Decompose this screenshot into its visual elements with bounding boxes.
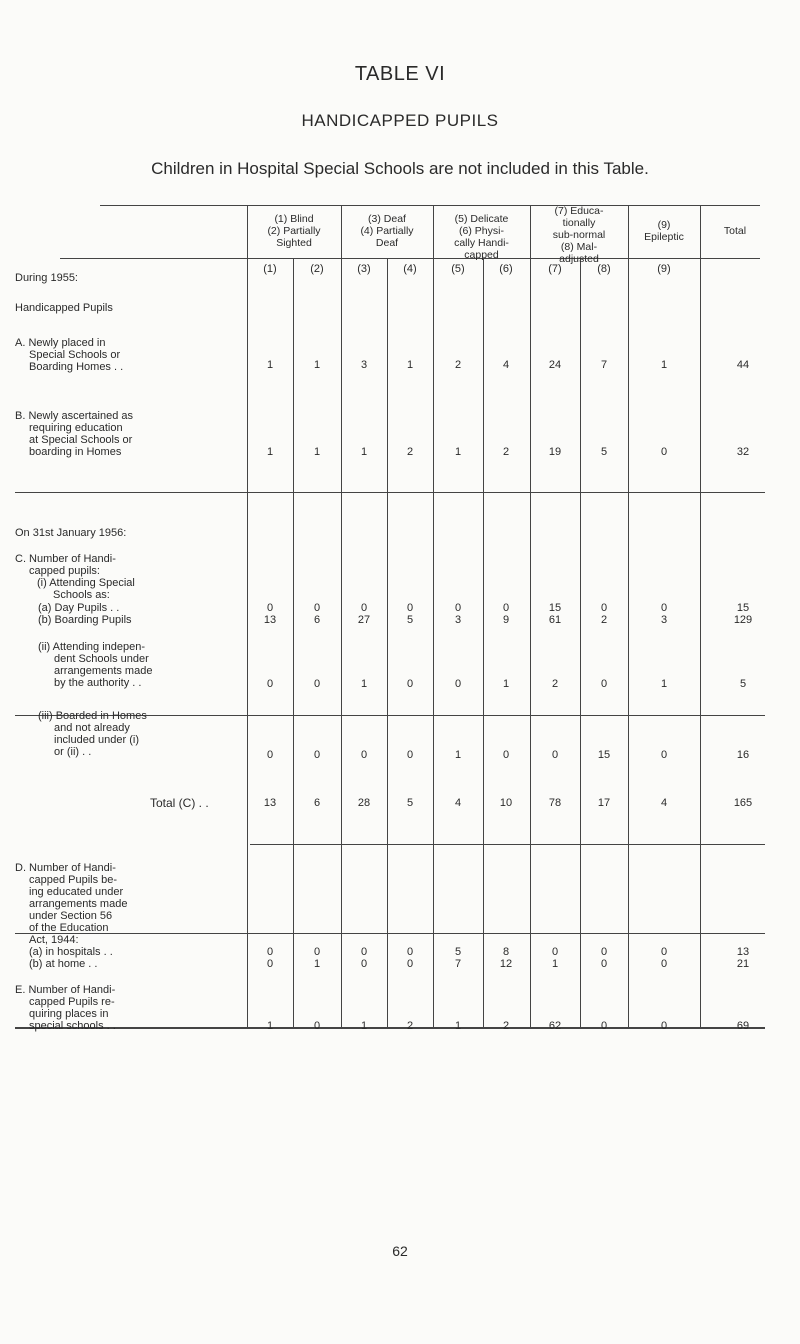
table-cell: 0 <box>406 602 414 614</box>
page-number: 62 <box>392 1243 408 1259</box>
table-cell: 0 <box>660 946 668 958</box>
table-cell: 15 <box>736 602 750 614</box>
table-cell: 0 <box>502 749 510 761</box>
table-cell: 8 <box>502 946 510 958</box>
table-cell: 13 <box>263 797 277 809</box>
col-num: (9) <box>657 263 671 275</box>
label-during: During 1955: <box>15 272 78 284</box>
table-cell: 1 <box>266 446 274 458</box>
table-cell: 2 <box>551 678 559 690</box>
table-cell: 61 <box>548 614 562 626</box>
table-cell: 165 <box>733 797 753 809</box>
label-row-b: B. Newly ascertained as requiring education at Special Schools or boarding in Homes <box>15 410 133 458</box>
label-row-e: E. Number of Handi- capped Pupils re- quiring places in special schools . . <box>15 984 116 1032</box>
col-num: (7) <box>548 263 562 275</box>
table-cell: 1 <box>313 446 321 458</box>
label-total-c: Total (C) . . <box>150 796 209 810</box>
table-cell: 0 <box>266 946 274 958</box>
table-cell: 24 <box>548 359 562 371</box>
table-cell: 0 <box>551 946 559 958</box>
header-blind: (1) Blind (2) Partially Sighted <box>267 213 321 249</box>
table-cell: 0 <box>313 946 321 958</box>
header-epileptic: (9) Epileptic <box>644 219 684 243</box>
table-cell: 27 <box>357 614 371 626</box>
table-cell: 0 <box>600 958 608 970</box>
table-cell: 17 <box>597 797 611 809</box>
table-cell: 0 <box>266 678 274 690</box>
table-cell: 2 <box>502 446 510 458</box>
label-on-31st: On 31st January 1956: <box>15 527 127 539</box>
table-cell: 1 <box>313 359 321 371</box>
table-note: Children in Hospital Special Schools are not included in this Table. <box>151 159 649 178</box>
table-cell: 0 <box>266 958 274 970</box>
table-cell: 3 <box>454 614 462 626</box>
table-cell: 3 <box>660 614 668 626</box>
header-total: Total <box>723 225 747 237</box>
table-cell: 1 <box>660 359 668 371</box>
table-cell: 0 <box>360 958 368 970</box>
table-cell: 4 <box>660 797 668 809</box>
col-num: (1) <box>263 263 277 275</box>
label-row-c-ii: (ii) Attending indepen- dent Schools under arrangements made by the authority . . <box>38 641 153 689</box>
table-cell: 1 <box>266 1020 274 1032</box>
table-cell: 12 <box>499 958 513 970</box>
rule-section <box>15 933 765 934</box>
table-cell: 0 <box>406 749 414 761</box>
table-cell: 0 <box>600 1020 608 1032</box>
col-divider <box>700 205 701 1027</box>
label-row-c-b: (b) Boarding Pupils <box>38 614 132 626</box>
table-cell: 2 <box>454 359 462 371</box>
table-cell: 0 <box>502 602 510 614</box>
table-cell: 1 <box>313 958 321 970</box>
table-cell: 0 <box>360 602 368 614</box>
table-cell: 0 <box>600 946 608 958</box>
table-cell: 15 <box>548 602 562 614</box>
table-cell: 32 <box>736 446 750 458</box>
col-divider <box>293 258 294 1027</box>
col-num: (4) <box>403 263 417 275</box>
table-cell: 1 <box>502 678 510 690</box>
col-divider <box>530 205 531 1027</box>
table-cell: 0 <box>600 602 608 614</box>
table-cell: 5 <box>406 614 414 626</box>
table-cell: 1 <box>551 958 559 970</box>
header-deaf: (3) Deaf (4) Partially Deaf <box>360 213 414 249</box>
label-row-a: A. Newly placed in Special Schools or Boarding Homes . . <box>15 337 124 373</box>
table-cell: 0 <box>313 749 321 761</box>
col-divider <box>580 258 581 1027</box>
col-divider <box>341 205 342 1027</box>
table-cell: 9 <box>502 614 510 626</box>
table-cell: 10 <box>499 797 513 809</box>
rule-top <box>100 205 760 206</box>
table-cell: 1 <box>360 678 368 690</box>
table-cell: 0 <box>313 602 321 614</box>
table-cell: 0 <box>360 946 368 958</box>
table-cell: 0 <box>313 678 321 690</box>
table-cell: 62 <box>548 1020 562 1032</box>
col-num: (8) <box>597 263 611 275</box>
table-cell: 0 <box>600 678 608 690</box>
rule-header <box>60 258 760 259</box>
table-cell: 1 <box>360 1020 368 1032</box>
table-cell: 6 <box>313 614 321 626</box>
table-cell: 3 <box>360 359 368 371</box>
table-cell: 0 <box>660 958 668 970</box>
table-cell: 0 <box>406 946 414 958</box>
table-cell: 6 <box>313 797 321 809</box>
table-cell: 0 <box>360 749 368 761</box>
rule-total-above <box>250 844 765 845</box>
table-cell: 0 <box>660 749 668 761</box>
table-cell: 1 <box>660 678 668 690</box>
table-cell: 0 <box>266 749 274 761</box>
table-cell: 0 <box>454 602 462 614</box>
table-cell: 0 <box>660 1020 668 1032</box>
col-divider <box>628 205 629 1027</box>
col-num: (5) <box>451 263 465 275</box>
table-cell: 5 <box>600 446 608 458</box>
table-cell: 129 <box>733 614 753 626</box>
header-educationally-subnormal: (7) Educa- tionally sub-normal (8) Mal- adjusted <box>552 205 606 265</box>
table-cell: 21 <box>736 958 750 970</box>
table-cell: 7 <box>454 958 462 970</box>
col-num: (6) <box>499 263 513 275</box>
table-cell: 0 <box>313 1020 321 1032</box>
rule-section <box>15 492 765 493</box>
table-cell: 1 <box>454 749 462 761</box>
table-cell: 0 <box>266 602 274 614</box>
table-cell: 0 <box>551 749 559 761</box>
table-cell: 5 <box>406 797 414 809</box>
label-row-d: D. Number of Handi- capped Pupils be- ing educated under arrangements made under Section 56 of the Education Act, 1944: <box>15 862 128 946</box>
table-cell: 0 <box>454 678 462 690</box>
table-cell: 1 <box>360 446 368 458</box>
table-cell: 78 <box>548 797 562 809</box>
table-cell: 0 <box>406 958 414 970</box>
table-cell: 13 <box>736 946 750 958</box>
table-cell: 4 <box>454 797 462 809</box>
table-cell: 7 <box>600 359 608 371</box>
table-cell: 4 <box>502 359 510 371</box>
table-cell: 2 <box>406 446 414 458</box>
table-cell: 1 <box>454 446 462 458</box>
table-cell: 0 <box>660 602 668 614</box>
col-num: (2) <box>310 263 324 275</box>
col-divider <box>483 258 484 1027</box>
header-delicate: (5) Delicate (6) Physi- cally Handi- capped <box>454 213 509 261</box>
table-cell: 2 <box>502 1020 510 1032</box>
table-cell: 5 <box>454 946 462 958</box>
col-divider <box>433 205 434 1027</box>
label-row-d-b: (b) at home . . <box>29 958 98 970</box>
table-cell: 13 <box>263 614 277 626</box>
table-cell: 19 <box>548 446 562 458</box>
label-handicapped: Handicapped Pupils <box>15 302 113 314</box>
label-row-c-a: (a) Day Pupils . . <box>38 602 120 614</box>
table-cell: 5 <box>739 678 747 690</box>
table-cell: 1 <box>454 1020 462 1032</box>
col-num: (3) <box>357 263 371 275</box>
table-cell: 28 <box>357 797 371 809</box>
table-cell: 1 <box>266 359 274 371</box>
table-subtitle: HANDICAPPED PUPILS <box>301 111 499 130</box>
table-cell: 44 <box>736 359 750 371</box>
label-row-c: C. Number of Handi- capped pupils: (i) Attending Special Schools as: <box>15 553 135 601</box>
table-cell: 16 <box>736 749 750 761</box>
table-cell: 0 <box>660 446 668 458</box>
table-cell: 15 <box>597 749 611 761</box>
table-cell: 2 <box>406 1020 414 1032</box>
label-row-c-iii: (iii) Boarded in Homes and not already included under (i) or (ii) . . <box>38 710 147 758</box>
table-cell: 2 <box>600 614 608 626</box>
table-title: TABLE VI <box>354 63 446 85</box>
table-cell: 1 <box>406 359 414 371</box>
col-divider <box>247 205 248 1027</box>
label-row-d-a: (a) in hospitals . . <box>29 946 113 958</box>
col-divider <box>387 258 388 1027</box>
table-cell: 69 <box>736 1020 750 1032</box>
table-cell: 0 <box>406 678 414 690</box>
